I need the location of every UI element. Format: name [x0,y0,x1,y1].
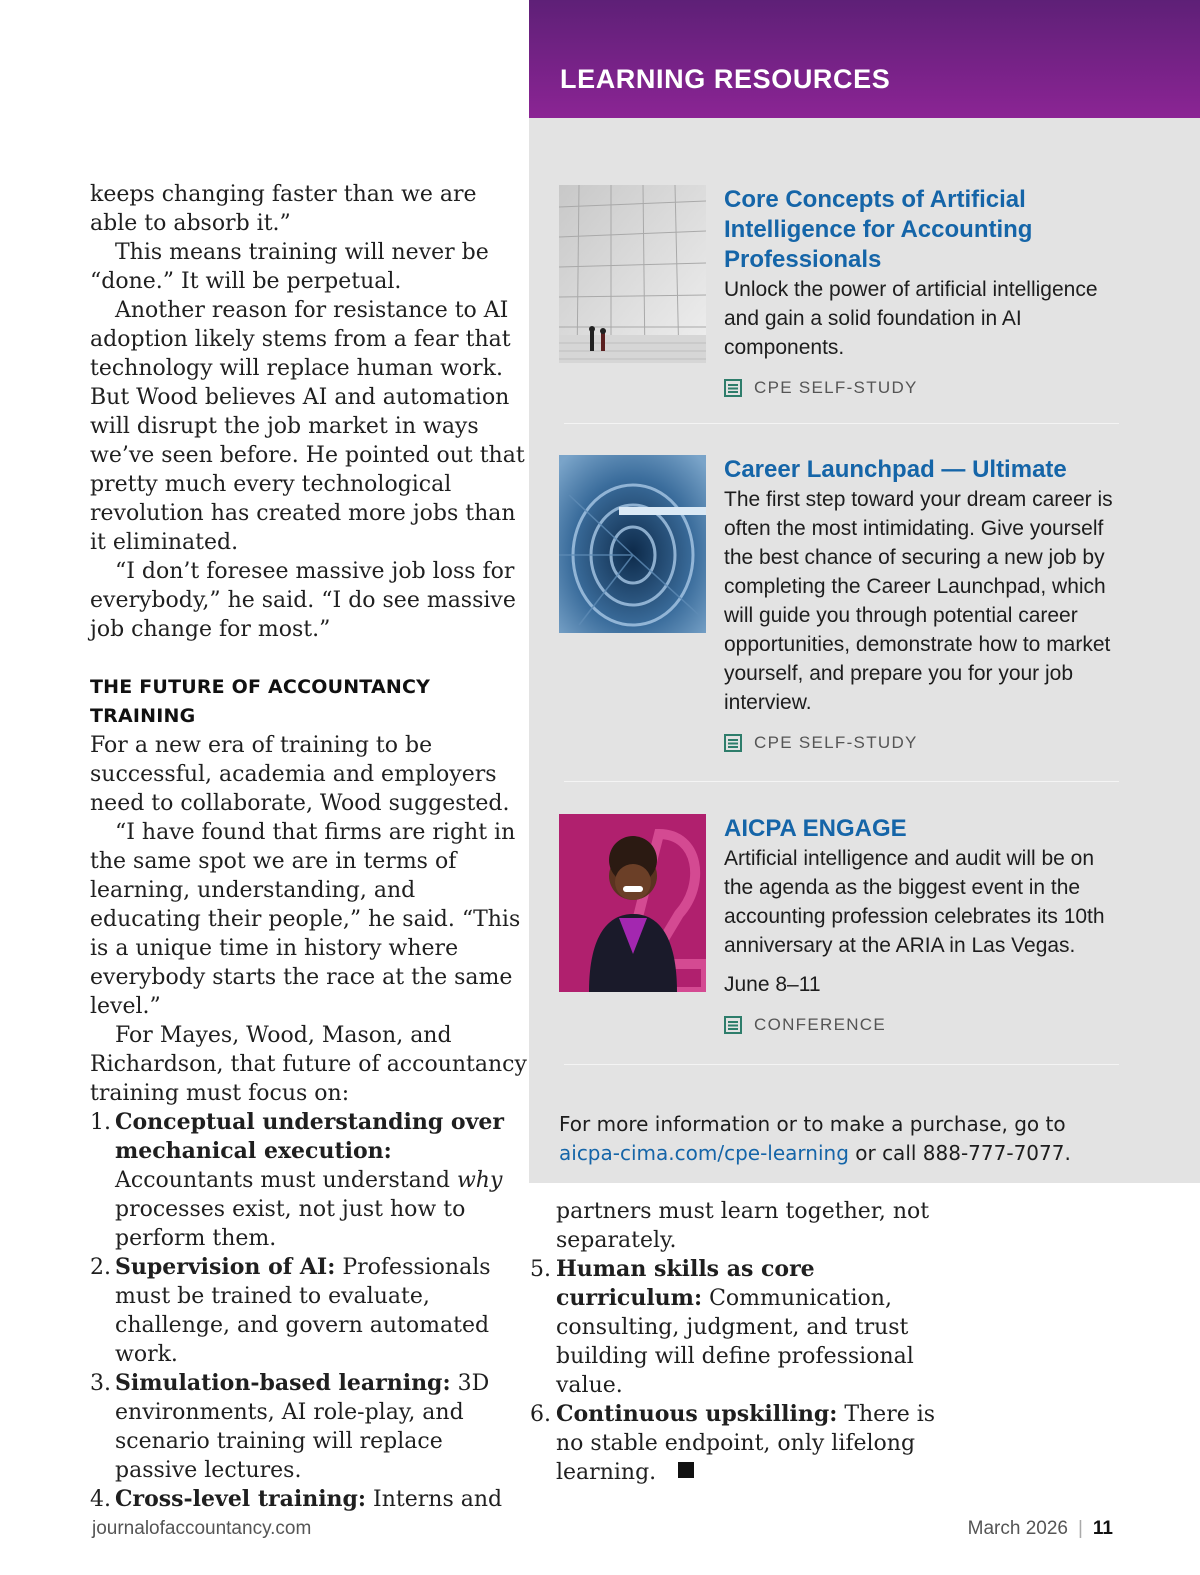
resource-tag-label: CPE SELF-STUDY [754,378,918,397]
issue-date: March 2026 [967,1518,1068,1539]
resource-tag [724,733,1124,753]
conference-speaker-image [559,814,706,992]
resource-tag-label: CONFERENCE [754,1015,887,1034]
footer-separator: | [1077,1518,1083,1539]
resource-text [724,455,1124,753]
article-left-column [90,180,530,1514]
quote-paragraph: “I have found that firms are right in the same spot we are in terms of learning, understanding, and educating their people,” he said. “This is a unique time in history where everybody starts the race at the same level.” [90,820,521,1019]
cpe-learning-link[interactable]: aicpa-cima.com/cpe-learning [559,1141,849,1165]
spiral-staircase-image [559,455,706,633]
resource-tag [724,1015,1124,1035]
list-item-continuation: partners must learn together, not separately. [556,1199,930,1253]
divider [564,781,1119,782]
event-date: June 8–11 [724,973,821,996]
list-item: 5. Human skills as core curriculum: Communication, consulting, judgment, and trust building will define professional value. [530,1256,914,1398]
document-icon [724,1016,742,1034]
divider [564,423,1119,424]
resource-title[interactable]: Career Launchpad — Ultimate [724,456,1067,483]
paragraph: This means training will never be “done.” It will be perpetual. [90,240,489,294]
page-number: 11 [1092,1518,1113,1539]
learning-resources-sidebar [529,0,1200,1183]
sidebar-header [529,0,1200,118]
article-right-column [530,1197,950,1487]
paragraph: Another reason for resistance to AI adoption likely stems from a fear that technology will replace human work. But Wood believes AI and automation will disrupt the job market in ways we’ve seen before. He pointed out that pretty much every technological revolution has created more jobs than it eliminated. [90,298,525,555]
list-item: 2. Supervision of AI: Professionals must be trained to evaluate, challenge, and govern automated work. [90,1254,491,1367]
resource-description: The first step toward your dream career is often the most intimidating. Give yourself the best chance of securing a new job by completing the Career Launchpad, which will guide you through potential career opportunities, demonstrate how to market yourself, and prepare you for your job interview. [724,488,1113,714]
resource-title[interactable]: Core Concepts of Artificial Intelligence for Accounting Professionals [724,186,1033,273]
list-item: 3. Simulation-based learning: 3D environments, AI role-play, and scenario training will replace passive lectures. [90,1370,490,1483]
footer-issue-info [968,1518,1113,1540]
paragraph: For Mayes, Wood, Mason, and Richardson, that future of accountancy training must focus on: [90,1023,527,1106]
resource-title[interactable]: AICPA ENGAGE [724,815,907,842]
footer-site[interactable]: journalofaccountancy.com [92,1518,312,1539]
sidebar-title: LEARNING RESOURCES [560,64,891,94]
end-of-article-mark [678,1462,694,1478]
more-info-text: For more information or to make a purchase, go to aicpa-cima.com/cpe-learning or call 888-777-7077. [559,1112,1071,1165]
list-item: 6. Continuous upskilling: There is no stable endpoint, only lifelong learning. [530,1401,936,1485]
resource-text [724,814,1124,1035]
document-icon [724,379,742,397]
resource-tag-label: CPE SELF-STUDY [754,733,918,752]
divider [564,1064,1119,1065]
building-wall-image [559,185,706,363]
resource-description: Unlock the power of artificial intelligence and gain a solid foundation in AI components. [724,278,1098,359]
resource-tag [724,378,1124,398]
focus-list-continued [530,1255,950,1487]
focus-list [90,1108,530,1514]
resource-text [724,185,1124,398]
section-heading: THE FUTURE OF ACCOUNTANCY TRAINING [90,676,431,727]
list-item: 1. Conceptual understanding over mechanical execution: Accountants must understand why processes exist, not just how to perform them. [90,1109,504,1251]
resource-description: Artificial intelligence and audit will be on the agenda as the biggest event in the accounting profession celebrates its 10th anniversary at the ARIA in Las Vegas. [724,847,1105,957]
paragraph: For a new era of training to be successful, academia and employers need to collaborate, Wood suggested. [90,733,510,816]
paragraph: keeps changing faster than we are able to absorb it.” [90,182,477,236]
quote-paragraph: “I don’t foresee massive job loss for everybody,” he said. “I do see massive job change for most.” [90,559,516,642]
list-item: 4. Cross-level training: Interns and [90,1486,503,1512]
document-icon [724,734,742,752]
